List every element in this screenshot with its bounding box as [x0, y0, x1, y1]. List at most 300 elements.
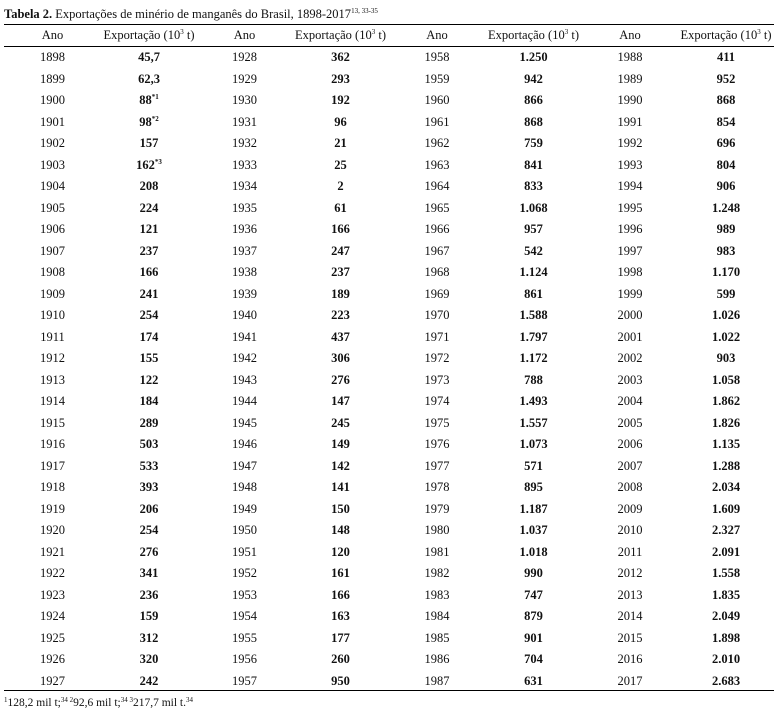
year-cell: 1969: [424, 286, 450, 301]
export-value: 868: [716, 93, 736, 108]
year-cell: 1999: [617, 286, 643, 301]
export-value: 866: [524, 93, 543, 108]
export-cell: [292, 284, 389, 306]
year-cell: 1963: [424, 157, 450, 172]
export-value: 503: [139, 437, 159, 452]
year-cell: 1899: [40, 71, 65, 86]
header-exportacao-label: Exportação (10: [680, 28, 758, 42]
export-cell: [292, 606, 389, 628]
table-row: [4, 219, 774, 241]
export-cell: [485, 649, 582, 671]
export-value: 747: [524, 587, 543, 602]
export-value: 242: [139, 673, 159, 688]
year-cell: 1915: [40, 415, 65, 430]
table-row: [4, 90, 774, 112]
year-cell: 1941: [232, 329, 257, 344]
year-cell: 1940: [232, 308, 257, 323]
export-value: 983: [716, 243, 736, 258]
export-value: 1.073: [519, 437, 548, 452]
year-cell: 1930: [232, 93, 257, 108]
year-cell: 1906: [40, 222, 65, 237]
export-value: 1.797: [519, 329, 548, 344]
header-exportacao-exponent: 3: [371, 28, 376, 36]
export-cell: [485, 90, 582, 112]
year-cell: 1914: [40, 394, 65, 409]
export-cell: [292, 563, 389, 585]
header-year: Ano: [41, 28, 64, 42]
export-value: 841: [524, 157, 543, 172]
year-cell: 2009: [617, 501, 643, 516]
export-value: 254: [139, 523, 159, 538]
year-cell: 1911: [40, 329, 65, 344]
year-cell: 1908: [40, 265, 65, 280]
year-cell: 1924: [40, 609, 65, 624]
export-cell: [485, 241, 582, 263]
year-cell: 1954: [232, 609, 257, 624]
year-cell: 1937: [232, 243, 257, 258]
export-value: 599: [716, 286, 736, 301]
year-cell: 1996: [617, 222, 643, 237]
export-value: 223: [331, 308, 350, 323]
export-value: 174: [139, 329, 159, 344]
export-cell: [485, 628, 582, 650]
export-cell: [292, 434, 389, 456]
export-value: 289: [139, 415, 159, 430]
year-cell: 2007: [617, 458, 643, 473]
year-cell: 1901: [40, 114, 65, 129]
header-year: Ano: [426, 28, 448, 42]
export-value: 247: [331, 243, 350, 258]
export-value: 393: [139, 480, 159, 495]
export-value: 437: [331, 329, 350, 344]
export-cell: [101, 585, 197, 607]
export-cell: [101, 327, 197, 349]
export-value: 1.826: [711, 415, 741, 430]
header-exportacao-exponent: 3: [180, 28, 184, 36]
year-cell: 1980: [424, 523, 450, 538]
year-cell: 2005: [617, 415, 643, 430]
export-value: 184: [139, 394, 159, 409]
export-cell: [101, 477, 197, 499]
year-cell: 1978: [424, 480, 450, 495]
export-cell: [485, 348, 582, 370]
export-value: 149: [331, 437, 350, 452]
table-row: [4, 133, 774, 155]
year-cell: 1923: [40, 587, 65, 602]
export-cell: [678, 327, 774, 349]
export-cell: [292, 585, 389, 607]
export-cell: [292, 198, 389, 220]
year-cell: 1990: [617, 93, 643, 108]
table-row: [4, 327, 774, 349]
table-row: [4, 649, 774, 671]
year-cell: 1934: [232, 179, 257, 194]
export-value: 759: [524, 136, 543, 151]
export-cell: [485, 305, 582, 327]
year-cell: 1987: [424, 673, 450, 688]
year-cell: 2003: [617, 372, 643, 387]
export-value: 177: [331, 630, 350, 645]
export-cell: [485, 542, 582, 564]
export-value: 533: [139, 458, 159, 473]
export-value: 957: [524, 222, 543, 237]
export-value: 1.170: [711, 265, 741, 280]
table-row: [4, 671, 774, 693]
year-cell: 1905: [40, 200, 65, 215]
export-cell: [101, 262, 197, 284]
export-cell: [678, 370, 774, 392]
export-value: 895: [524, 480, 543, 495]
caption-text: Exportações de minério de manganês do Brasil, 1898-2017: [52, 7, 352, 21]
year-cell: 1985: [424, 630, 450, 645]
export-value: 162: [136, 157, 155, 172]
year-cell: 1933: [232, 157, 257, 172]
export-value: 2.010: [711, 652, 741, 667]
export-cell: [292, 155, 389, 177]
header-exportacao-unit: t): [183, 28, 195, 42]
table-row: [4, 456, 774, 478]
export-cell: [101, 176, 197, 198]
export-cell: [485, 327, 582, 349]
header-exportacao: [292, 25, 389, 46]
export-note-marker: *2: [151, 114, 159, 123]
year-cell: 1919: [40, 501, 65, 516]
export-value: 854: [716, 114, 736, 129]
export-value: 189: [331, 286, 350, 301]
table-row: [4, 348, 774, 370]
export-value: 192: [331, 93, 350, 108]
export-value: 1.058: [711, 372, 741, 387]
header-row: [4, 25, 774, 46]
table-row: [4, 563, 774, 585]
export-value: 62,3: [138, 71, 160, 86]
export-cell: [678, 628, 774, 650]
export-value: 312: [139, 630, 159, 645]
export-value: 1.288: [711, 458, 741, 473]
table-caption: [4, 3, 378, 22]
export-value: 157: [139, 136, 159, 151]
export-value: 306: [331, 351, 350, 366]
export-cell: [678, 241, 774, 263]
year-cell: 1968: [424, 265, 450, 280]
export-cell: [292, 241, 389, 263]
export-cell: [101, 606, 197, 628]
year-cell: 1926: [40, 652, 65, 667]
table-row: [4, 155, 774, 177]
year-cell: 1958: [424, 50, 450, 65]
year-cell: 1928: [232, 50, 257, 65]
table-row: [4, 585, 774, 607]
export-cell: [101, 241, 197, 263]
export-cell: [101, 284, 197, 306]
export-value: 1.124: [519, 265, 548, 280]
export-cell: [678, 69, 774, 91]
export-value: 990: [524, 566, 543, 581]
export-value: 952: [716, 71, 736, 86]
export-cell: [678, 477, 774, 499]
export-cell: [485, 112, 582, 134]
year-cell: 1988: [617, 50, 643, 65]
export-value: 245: [331, 415, 350, 430]
export-value: 1.557: [519, 415, 548, 430]
export-cell: [678, 133, 774, 155]
export-value: 1.609: [711, 501, 741, 516]
year-cell: 1951: [232, 544, 257, 559]
year-cell: 1955: [232, 630, 257, 645]
table-row: [4, 198, 774, 220]
table-row: [4, 262, 774, 284]
year-cell: 1991: [617, 114, 643, 129]
header-exportacao-unit: t): [760, 28, 772, 42]
year-cell: 1962: [424, 136, 450, 151]
export-value: 208: [139, 179, 159, 194]
export-cell: [101, 133, 197, 155]
export-cell: [485, 477, 582, 499]
export-cell: [678, 305, 774, 327]
export-cell: [101, 542, 197, 564]
export-cell: [292, 219, 389, 241]
header-exportacao-exponent: 3: [564, 28, 569, 36]
year-cell: 1992: [617, 136, 643, 151]
table-row: [4, 434, 774, 456]
export-cell: [485, 133, 582, 155]
table-row: [4, 606, 774, 628]
export-value: 276: [331, 372, 350, 387]
export-value: 1.248: [711, 200, 741, 215]
year-cell: 1948: [232, 480, 257, 495]
year-cell: 1959: [424, 71, 450, 86]
year-cell: 1932: [232, 136, 257, 151]
export-value: 1.493: [519, 394, 548, 409]
year-cell: 1913: [40, 372, 65, 387]
export-value: 861: [524, 286, 543, 301]
export-cell: [101, 434, 197, 456]
table-row: [4, 499, 774, 521]
export-value: 1.022: [711, 329, 741, 344]
year-cell: 1931: [232, 114, 257, 129]
export-value: 224: [139, 200, 159, 215]
export-cell: [485, 262, 582, 284]
export-value: 942: [524, 71, 543, 86]
export-value: 341: [139, 566, 159, 581]
export-value: 901: [524, 630, 543, 645]
export-cell: [101, 520, 197, 542]
header-exportacao-unit: t): [568, 28, 579, 42]
export-cell: [485, 284, 582, 306]
export-cell: [678, 90, 774, 112]
year-cell: 1960: [424, 93, 450, 108]
export-value: 150: [331, 501, 350, 516]
header-exportacao-unit: t): [375, 28, 386, 42]
year-cell: 1909: [40, 286, 65, 301]
year-cell: 1981: [424, 544, 450, 559]
export-value: 141: [331, 480, 350, 495]
year-cell: 1910: [40, 308, 65, 323]
export-value: 1.588: [519, 308, 548, 323]
year-cell: 2002: [617, 351, 643, 366]
export-cell: [101, 456, 197, 478]
export-cell: [292, 456, 389, 478]
header-year: Ano: [619, 28, 641, 42]
export-cell: [678, 348, 774, 370]
export-value: 25: [334, 157, 347, 172]
year-cell: 1947: [232, 458, 257, 473]
exports-table: [4, 25, 774, 692]
header-exportacao-label: Exportação (10: [488, 28, 565, 42]
export-value: 122: [139, 372, 159, 387]
export-note-marker: *3: [154, 157, 162, 166]
footnote-marker: 34 3: [120, 696, 133, 704]
export-cell: [292, 327, 389, 349]
table-row: [4, 542, 774, 564]
export-cell: [292, 649, 389, 671]
export-value: 293: [331, 71, 350, 86]
export-value: 1.068: [519, 200, 548, 215]
year-cell: 1921: [40, 544, 65, 559]
export-cell: [678, 155, 774, 177]
export-value: 166: [331, 222, 350, 237]
export-value: 1.037: [519, 523, 548, 538]
export-cell: [101, 391, 197, 413]
year-cell: 1965: [424, 200, 450, 215]
export-value: 237: [139, 243, 159, 258]
export-value: 788: [524, 372, 543, 387]
export-value: 237: [331, 265, 350, 280]
export-value: 1.250: [519, 50, 548, 65]
table-row: [4, 241, 774, 263]
year-cell: 2000: [617, 308, 643, 323]
year-cell: 2015: [617, 630, 643, 645]
export-cell: [485, 585, 582, 607]
export-cell: [485, 198, 582, 220]
export-cell: [292, 112, 389, 134]
export-value: 879: [524, 609, 543, 624]
export-cell: [292, 391, 389, 413]
footnote-text: 128,2 mil t;: [7, 697, 61, 709]
export-value: 906: [716, 179, 736, 194]
year-cell: 2013: [617, 587, 643, 602]
export-cell: [292, 413, 389, 435]
export-cell: [678, 542, 774, 564]
export-cell: [101, 90, 197, 112]
export-cell: [101, 155, 197, 177]
header-exportacao: [101, 25, 197, 46]
export-value: 1.835: [711, 587, 741, 602]
table-row: [4, 176, 774, 198]
year-cell: 1936: [232, 222, 257, 237]
table-row: [4, 391, 774, 413]
export-value: 142: [331, 458, 350, 473]
export-cell: [101, 46, 197, 69]
year-cell: 1922: [40, 566, 65, 581]
year-cell: 2016: [617, 652, 643, 667]
year-cell: 1961: [424, 114, 450, 129]
export-value: 120: [331, 544, 350, 559]
export-value: 45,7: [138, 50, 160, 65]
export-cell: [292, 520, 389, 542]
table-row: [4, 477, 774, 499]
export-cell: [101, 649, 197, 671]
year-cell: 1903: [40, 157, 65, 172]
export-cell: [292, 262, 389, 284]
year-cell: 1989: [617, 71, 643, 86]
year-cell: 2017: [617, 673, 643, 688]
export-cell: [485, 563, 582, 585]
year-cell: 2001: [617, 329, 643, 344]
footnote-marker: 1: [4, 696, 8, 704]
year-cell: 1973: [424, 372, 450, 387]
export-cell: [292, 370, 389, 392]
year-cell: 1907: [40, 243, 65, 258]
export-value: 121: [139, 222, 159, 237]
export-cell: [678, 649, 774, 671]
export-value: 61: [334, 200, 347, 215]
export-value: 241: [139, 286, 159, 301]
export-cell: [678, 434, 774, 456]
export-cell: [101, 499, 197, 521]
export-cell: [292, 348, 389, 370]
export-value: 161: [331, 566, 350, 581]
export-value: 148: [331, 523, 350, 538]
export-value: 166: [331, 587, 350, 602]
table-row: [4, 520, 774, 542]
year-cell: 2014: [617, 609, 643, 624]
export-cell: [101, 219, 197, 241]
bottom-rule: [4, 690, 774, 691]
year-cell: 1998: [617, 265, 643, 280]
year-cell: 1952: [232, 566, 257, 581]
export-value: 1.898: [711, 630, 741, 645]
export-cell: [485, 370, 582, 392]
export-value: 411: [716, 50, 736, 65]
export-cell: [678, 563, 774, 585]
header-exportacao-label: Exportação (10: [295, 28, 372, 42]
year-cell: 2011: [617, 544, 643, 559]
export-cell: [292, 671, 389, 693]
export-cell: [678, 499, 774, 521]
header-exportacao-exponent: 3: [757, 28, 761, 36]
year-cell: 1949: [232, 501, 257, 516]
header-exportacao: [678, 25, 774, 46]
year-cell: 1935: [232, 200, 257, 215]
export-value: 631: [524, 673, 543, 688]
export-cell: [485, 456, 582, 478]
export-cell: [485, 155, 582, 177]
export-value: 2.091: [711, 544, 741, 559]
year-cell: 1953: [232, 587, 257, 602]
export-cell: [292, 176, 389, 198]
year-cell: 1927: [40, 673, 65, 688]
year-cell: 1902: [40, 136, 65, 151]
export-cell: [292, 542, 389, 564]
export-cell: [678, 671, 774, 693]
export-cell: [101, 628, 197, 650]
export-value: 362: [331, 50, 350, 65]
export-value: 159: [139, 609, 159, 624]
year-cell: 1974: [424, 394, 450, 409]
export-cell: [101, 305, 197, 327]
year-cell: 1984: [424, 609, 450, 624]
table-row: [4, 284, 774, 306]
export-value: 1.135: [711, 437, 741, 452]
year-cell: 2004: [617, 394, 643, 409]
export-value: 2.683: [711, 673, 741, 688]
footnote-text: 92,6 mil t;: [73, 697, 121, 709]
export-cell: [678, 219, 774, 241]
export-cell: [485, 176, 582, 198]
export-value: 254: [139, 308, 159, 323]
year-cell: 1994: [617, 179, 643, 194]
